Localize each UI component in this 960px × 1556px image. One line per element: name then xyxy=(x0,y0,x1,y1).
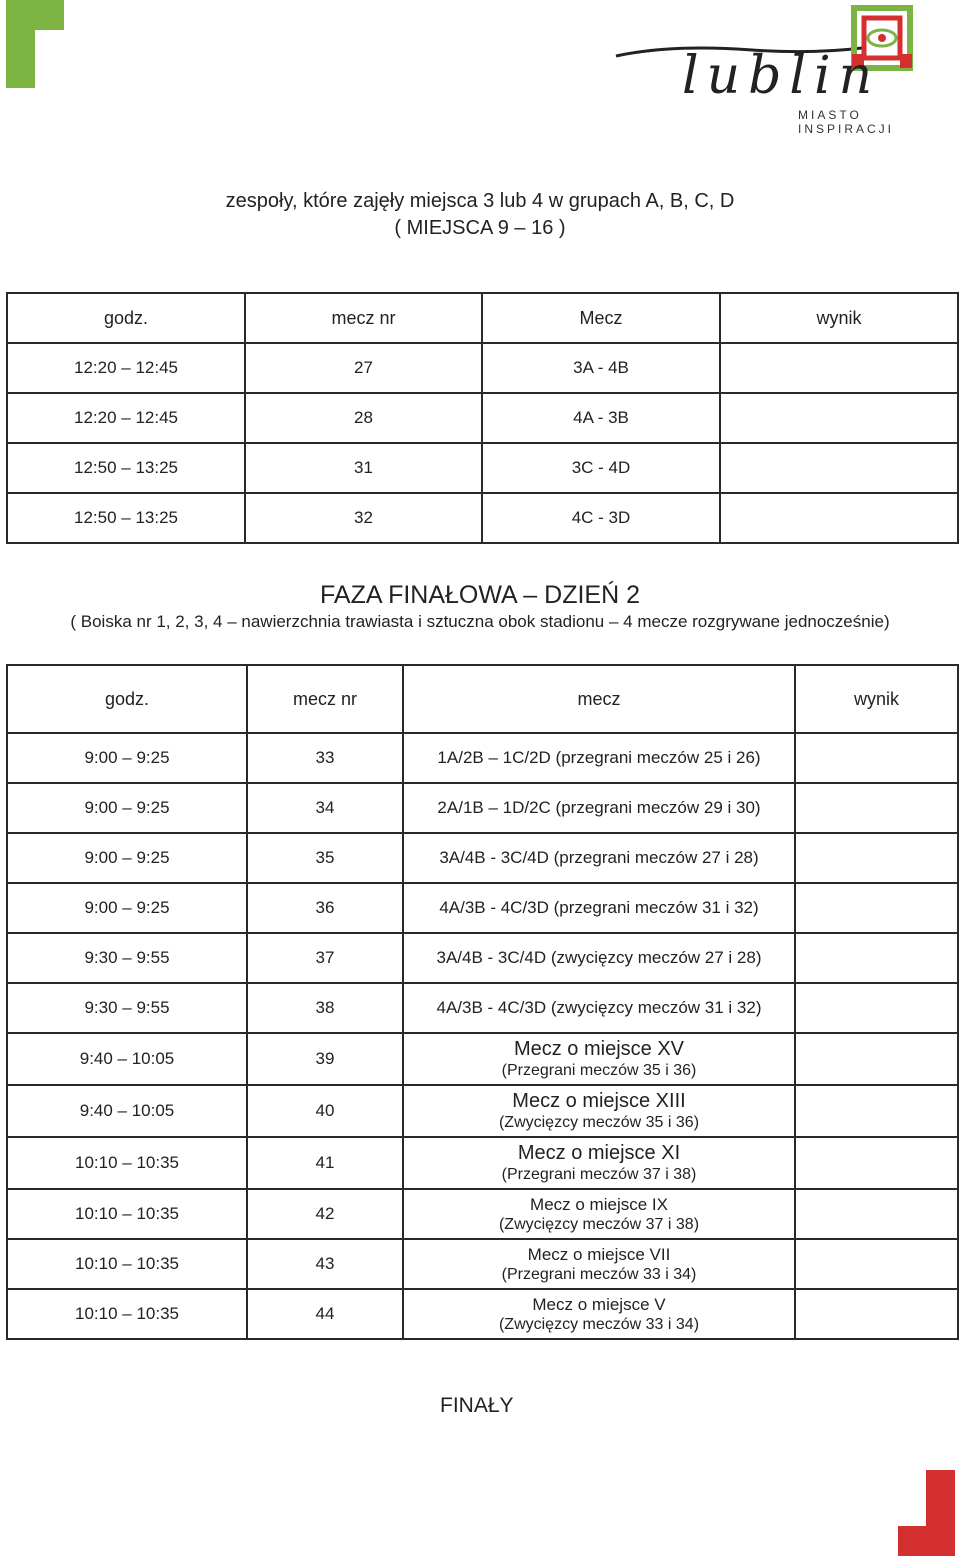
cell-match-no: 42 xyxy=(247,1189,403,1239)
cell-match-no: 35 xyxy=(247,833,403,883)
cell-time: 10:10 – 10:35 xyxy=(7,1189,247,1239)
cell-match: 4A - 3B xyxy=(482,393,720,443)
cell-result xyxy=(795,983,958,1033)
cell-match xyxy=(403,1189,795,1239)
cell-time: 12:20 – 12:45 xyxy=(7,393,245,443)
table-row xyxy=(7,833,958,883)
cell-result xyxy=(795,1189,958,1239)
logo-tagline: MIASTO INSPIRACJI xyxy=(798,108,895,136)
table-row xyxy=(7,1239,958,1289)
header-time: godz. xyxy=(7,293,245,343)
cell-match-no: 44 xyxy=(247,1289,403,1339)
cell-result xyxy=(795,1085,958,1137)
lublin-logo xyxy=(612,4,957,136)
cell-time: 9:40 – 10:05 xyxy=(7,1033,247,1085)
cell-match: 1A/2B – 1C/2D (przegrani meczów 25 i 26) xyxy=(403,733,795,783)
placement-title: Mecz o miejsce XIII xyxy=(512,1090,686,1112)
cell-match-no: 34 xyxy=(247,783,403,833)
header-match: Mecz xyxy=(482,293,720,343)
table-row xyxy=(7,1137,958,1189)
cell-time: 12:50 – 13:25 xyxy=(7,493,245,543)
cell-result xyxy=(795,1239,958,1289)
cell-match-no: 43 xyxy=(247,1239,403,1289)
schedule-table-final-phase xyxy=(6,664,959,1340)
final-phase-title: FAZA FINAŁOWA – DZIEŃ 2 xyxy=(320,581,640,609)
placement-condition: (Zwycięzcy meczów 33 i 34) xyxy=(498,1315,700,1333)
schedule-table-places-9-16 xyxy=(6,292,959,544)
cell-match-no: 33 xyxy=(247,733,403,783)
cell-time: 10:10 – 10:35 xyxy=(7,1289,247,1339)
placement-title: Mecz o miejsce XV xyxy=(513,1038,685,1060)
table-row xyxy=(7,1289,958,1339)
cell-result xyxy=(795,833,958,883)
corner-accent-green-horizontal xyxy=(6,0,64,30)
cell-match: 3A/4B - 3C/4D (zwycięzcy meczów 27 i 28) xyxy=(403,933,795,983)
cell-match: 3A - 4B xyxy=(482,343,720,393)
placement-title: Mecz o miejsce XI xyxy=(517,1142,681,1164)
header-match-no: mecz nr xyxy=(245,293,482,343)
cell-match-no: 39 xyxy=(247,1033,403,1085)
header-match: mecz xyxy=(403,665,795,733)
table-row xyxy=(7,1033,958,1085)
cell-result xyxy=(795,933,958,983)
cell-time: 9:00 – 9:25 xyxy=(7,783,247,833)
final-phase-subtitle: ( Boiska nr 1, 2, 3, 4 – nawierzchnia trawiasta i sztuczna obok stadionu – 4 mecze rozgrywane jednocześnie) xyxy=(70,612,890,631)
table-row xyxy=(7,783,958,833)
placement-title: Mecz o miejsce IX xyxy=(530,1194,668,1214)
table-row xyxy=(7,1085,958,1137)
header-result: wynik xyxy=(795,665,958,733)
cell-result xyxy=(795,783,958,833)
cell-match: 4A/3B - 4C/3D (zwycięzcy meczów 31 i 32) xyxy=(403,983,795,1033)
cell-time: 9:00 – 9:25 xyxy=(7,833,247,883)
cell-match-no: 32 xyxy=(245,493,482,543)
finals-heading: FINAŁY xyxy=(440,1394,514,1417)
cell-match-no: 38 xyxy=(247,983,403,1033)
cell-time: 10:10 – 10:35 xyxy=(7,1239,247,1289)
corner-accent-red-horizontal xyxy=(898,1526,955,1556)
cell-match-no: 31 xyxy=(245,443,482,493)
cell-time: 12:20 – 12:45 xyxy=(7,343,245,393)
cell-match xyxy=(403,1239,795,1289)
table-row xyxy=(7,733,958,783)
table-row xyxy=(7,1189,958,1239)
cell-time: 9:30 – 9:55 xyxy=(7,933,247,983)
logo-wordmark: lublin xyxy=(682,46,881,106)
cell-time: 9:00 – 9:25 xyxy=(7,733,247,783)
cell-match-no: 41 xyxy=(247,1137,403,1189)
section1-places: ( MIEJSCA 9 – 16 ) xyxy=(394,217,566,239)
cell-result xyxy=(720,343,958,393)
table-row xyxy=(7,883,958,933)
placement-title: Mecz o miejsce VII xyxy=(527,1244,671,1264)
placement-condition: (Zwycięzcy meczów 37 i 38) xyxy=(498,1215,700,1233)
table-row xyxy=(7,983,958,1033)
cell-match-no: 37 xyxy=(247,933,403,983)
cell-match: 4A/3B - 4C/3D (przegrani meczów 31 i 32) xyxy=(403,883,795,933)
table-row xyxy=(7,343,958,393)
cell-time: 12:50 – 13:25 xyxy=(7,443,245,493)
cell-result xyxy=(795,733,958,783)
placement-condition: (Przegrani meczów 33 i 34) xyxy=(501,1265,697,1283)
cell-time: 9:40 – 10:05 xyxy=(7,1085,247,1137)
cell-match-no: 28 xyxy=(245,393,482,443)
cell-time: 10:10 – 10:35 xyxy=(7,1137,247,1189)
cell-result xyxy=(795,883,958,933)
cell-time: 9:30 – 9:55 xyxy=(7,983,247,1033)
placement-title: Mecz o miejsce V xyxy=(532,1294,666,1314)
cell-match-no: 40 xyxy=(247,1085,403,1137)
cell-match xyxy=(403,1033,795,1085)
cell-match-no: 27 xyxy=(245,343,482,393)
cell-match-no: 36 xyxy=(247,883,403,933)
table-row xyxy=(7,493,958,543)
table-row xyxy=(7,393,958,443)
table-header-row xyxy=(7,665,958,733)
cell-match: 3A/4B - 3C/4D (przegrani meczów 27 i 28) xyxy=(403,833,795,883)
header-time: godz. xyxy=(7,665,247,733)
placement-condition: (Zwycięzcy meczów 35 i 36) xyxy=(498,1114,700,1131)
cell-result xyxy=(720,443,958,493)
cell-match xyxy=(403,1289,795,1339)
placement-condition: (Przegrani meczów 37 i 38) xyxy=(501,1166,697,1183)
cell-result xyxy=(795,1137,958,1189)
cell-result xyxy=(795,1289,958,1339)
cell-match: 3C - 4D xyxy=(482,443,720,493)
placement-condition: (Przegrani meczów 35 i 36) xyxy=(501,1062,697,1079)
header-result: wynik xyxy=(720,293,958,343)
table-row xyxy=(7,933,958,983)
cell-result xyxy=(720,493,958,543)
cell-match xyxy=(403,1085,795,1137)
cell-result xyxy=(720,393,958,443)
cell-result xyxy=(795,1033,958,1085)
header-match-no: mecz nr xyxy=(247,665,403,733)
cell-match: 2A/1B – 1D/2C (przegrani meczów 29 i 30) xyxy=(403,783,795,833)
section1-heading: zespoły, które zajęły miejsca 3 lub 4 w grupach A, B, C, D xyxy=(225,190,735,212)
cell-time: 9:00 – 9:25 xyxy=(7,883,247,933)
table-row xyxy=(7,443,958,493)
table-header-row xyxy=(7,293,958,343)
cell-match xyxy=(403,1137,795,1189)
cell-match: 4C - 3D xyxy=(482,493,720,543)
